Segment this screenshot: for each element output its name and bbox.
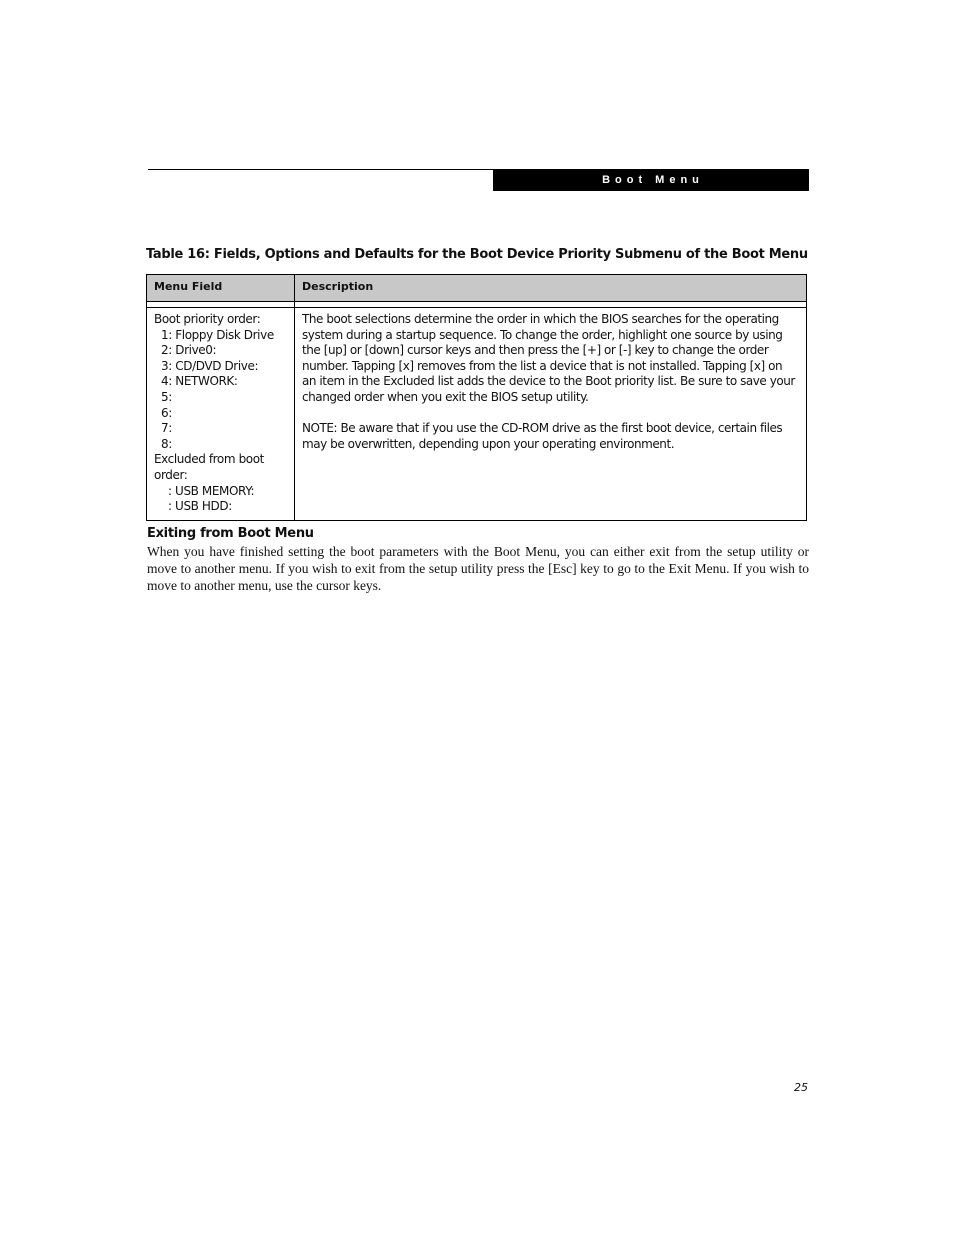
column-header-menu-field: Menu Field bbox=[147, 275, 295, 301]
field-line: order: bbox=[154, 467, 188, 482]
section-heading: Exiting from Boot Menu bbox=[147, 526, 314, 541]
boot-priority-table bbox=[146, 274, 807, 521]
table-header-row bbox=[147, 275, 806, 302]
header-rule bbox=[148, 169, 493, 170]
table-row bbox=[147, 308, 806, 520]
field-line: : USB MEMORY: bbox=[168, 483, 255, 498]
field-line: Boot priority order: bbox=[154, 312, 261, 326]
field-line: 4: NETWORK: bbox=[161, 374, 238, 389]
field-line: 7: bbox=[161, 421, 172, 436]
page-number: 25 bbox=[794, 1081, 808, 1094]
field-line: 5: bbox=[161, 389, 172, 404]
field-line: : USB HDD: bbox=[168, 499, 232, 514]
table-caption: Table 16: Fields, Options and Defaults for the Boot Device Priority Submenu of the Boot Menu bbox=[146, 247, 808, 262]
field-line: Excluded from boot bbox=[154, 452, 264, 467]
field-line: 6: bbox=[161, 405, 172, 420]
field-line: 1: Floppy Disk Drive bbox=[161, 327, 274, 342]
description-paragraph: The boot selections determine the order in which the BIOS searches for the operating system during a startup sequence. To change the order, highlight one source by using the [up] or [down] cursor keys and then press the [+] or [-] key to change the order number. Tapping [x] removes from the list a device that is not installed. Tapping [x] on an item in the Excluded list adds the device to the Boot priority list. Be sure to save your changed order when you exit the BIOS setup utility. bbox=[302, 312, 795, 404]
section-header-label: Boot Menu bbox=[602, 174, 704, 186]
menu-field-cell bbox=[147, 308, 295, 520]
description-cell bbox=[295, 308, 806, 520]
description-note: NOTE: Be aware that if you use the CD-ROM drive as the first boot device, certain files may be overwritten, depending upon your operating environment. bbox=[302, 421, 783, 451]
column-header-description: Description bbox=[302, 280, 374, 293]
field-line: 3: CD/DVD Drive: bbox=[161, 358, 259, 373]
field-line: 2: Drive0: bbox=[161, 343, 217, 358]
body-paragraph: When you have finished setting the boot parameters with the Boot Menu, you can either exit from the setup utility or move to another menu. If you wish to exit from the setup utility press the [Esc] key to go to the Exit Menu. If you wish to move to another menu, use the cursor keys. bbox=[147, 544, 809, 593]
field-line: 8: bbox=[161, 436, 172, 451]
section-header-bar bbox=[493, 169, 809, 191]
